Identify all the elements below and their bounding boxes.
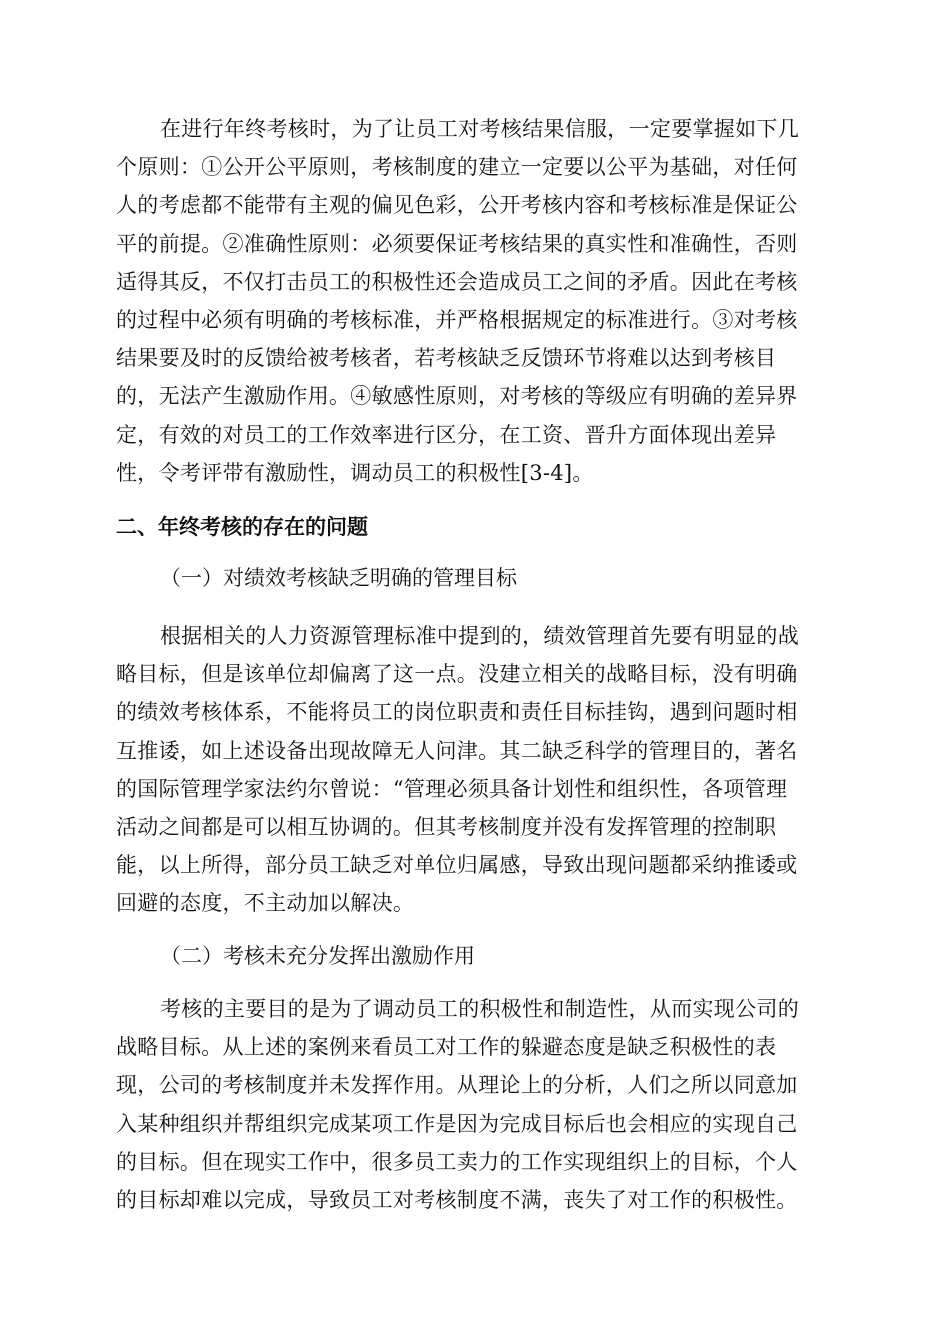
paragraph-line: 活动之间都是可以相互协调的。但其考核制度并没有发挥管理的控制职 bbox=[116, 815, 777, 840]
paragraph-line: 结果要及时的反馈给被考核者，若考核缺乏反馈环节将难以达到考核目 bbox=[116, 346, 777, 371]
subsection-2-paragraph bbox=[116, 990, 836, 1219]
paragraph-line: 性，令考评带有激励性，调动员工的积极性[3-4]。 bbox=[116, 460, 594, 485]
subsection-title-2: （二）考核未充分发挥出激励作用 bbox=[160, 944, 475, 968]
section-heading: 二、年终考核的存在的问题 bbox=[116, 515, 368, 539]
paragraph-line: 战略目标。从上述的案例来看员工对工作的躲避态度是缺乏积极性的表 bbox=[116, 1035, 777, 1060]
paragraph-line: 在进行年终考核时，为了让员工对考核结果信服，一定要掌握如下几 bbox=[160, 117, 799, 141]
paragraph-line: 人的考虑都不能带有主观的偏见色彩，公开考核内容和考核标准是保证公 bbox=[116, 193, 798, 218]
paragraph-line: 的目标。但在现实工作中，很多员工卖力的工作实现组织上的目标，个人 bbox=[116, 1149, 798, 1174]
paragraph-line: 适得其反，不仅打击员工的积极性还会造成员工之间的矛盾。因此在考核 bbox=[116, 269, 798, 294]
paragraph-line: 的过程中必须有明确的考核标准，并严格根据规定的标准进行。③对考核 bbox=[116, 308, 798, 333]
paragraph-line: 考核的主要目的是为了调动员工的积极性和制造性，从而实现公司的 bbox=[160, 997, 799, 1021]
paragraph-line: 略目标，但是该单位却偏离了这一点。没建立相关的战略目标，没有明确 bbox=[116, 662, 798, 687]
paragraph-line: 的，无法产生激励作用。④敏感性原则，对考核的等级应有明确的差异界 bbox=[116, 384, 798, 409]
paragraph-line: 定，有效的对员工的工作效率进行区分，在工资、晋升方面体现出差异 bbox=[116, 422, 777, 447]
paragraph-line: 入某种组织并帮组织完成某项工作是因为完成目标后也会相应的实现自己 bbox=[116, 1111, 798, 1136]
paragraph-line: 能，以上所得，部分员工缺乏对单位归属感，导致出现问题都采纳推诿或 bbox=[116, 853, 798, 878]
subsection-title-1: （一）对绩效考核缺乏明确的管理目标 bbox=[160, 566, 517, 590]
paragraph-line: 的国际管理学家法约尔曾说：“管理必须具备计划性和组织性，各项管理 bbox=[116, 776, 788, 801]
paragraph-line: 个原则：①公开公平原则，考核制度的建立一定要以公平为基础，对任何 bbox=[116, 155, 798, 180]
paragraph-line: 回避的态度，不主动加以解决。 bbox=[116, 891, 415, 916]
paragraph-line: 的绩效考核体系，不能将员工的岗位职责和责任目标挂钩，遇到问题时相 bbox=[116, 700, 798, 725]
principles-paragraph bbox=[116, 110, 836, 492]
paragraph-line: 互推诿，如上述设备出现故障无人问津。其二缺乏科学的管理目的，著名 bbox=[116, 738, 798, 763]
subsection-1-paragraph bbox=[116, 617, 836, 923]
paragraph-line: 的目标却难以完成，导致员工对考核制度不满，丧失了对工作的积极性。 bbox=[116, 1188, 798, 1213]
paragraph-line: 现，公司的考核制度并未发挥作用。从理论上的分析，人们之所以同意加 bbox=[116, 1073, 798, 1098]
paragraph-line: 根据相关的人力资源管理标准中提到的，绩效管理首先要有明显的战 bbox=[160, 624, 799, 648]
paragraph-line: 平的前提。②准确性原则：必须要保证考核结果的真实性和准确性，否则 bbox=[116, 231, 798, 256]
